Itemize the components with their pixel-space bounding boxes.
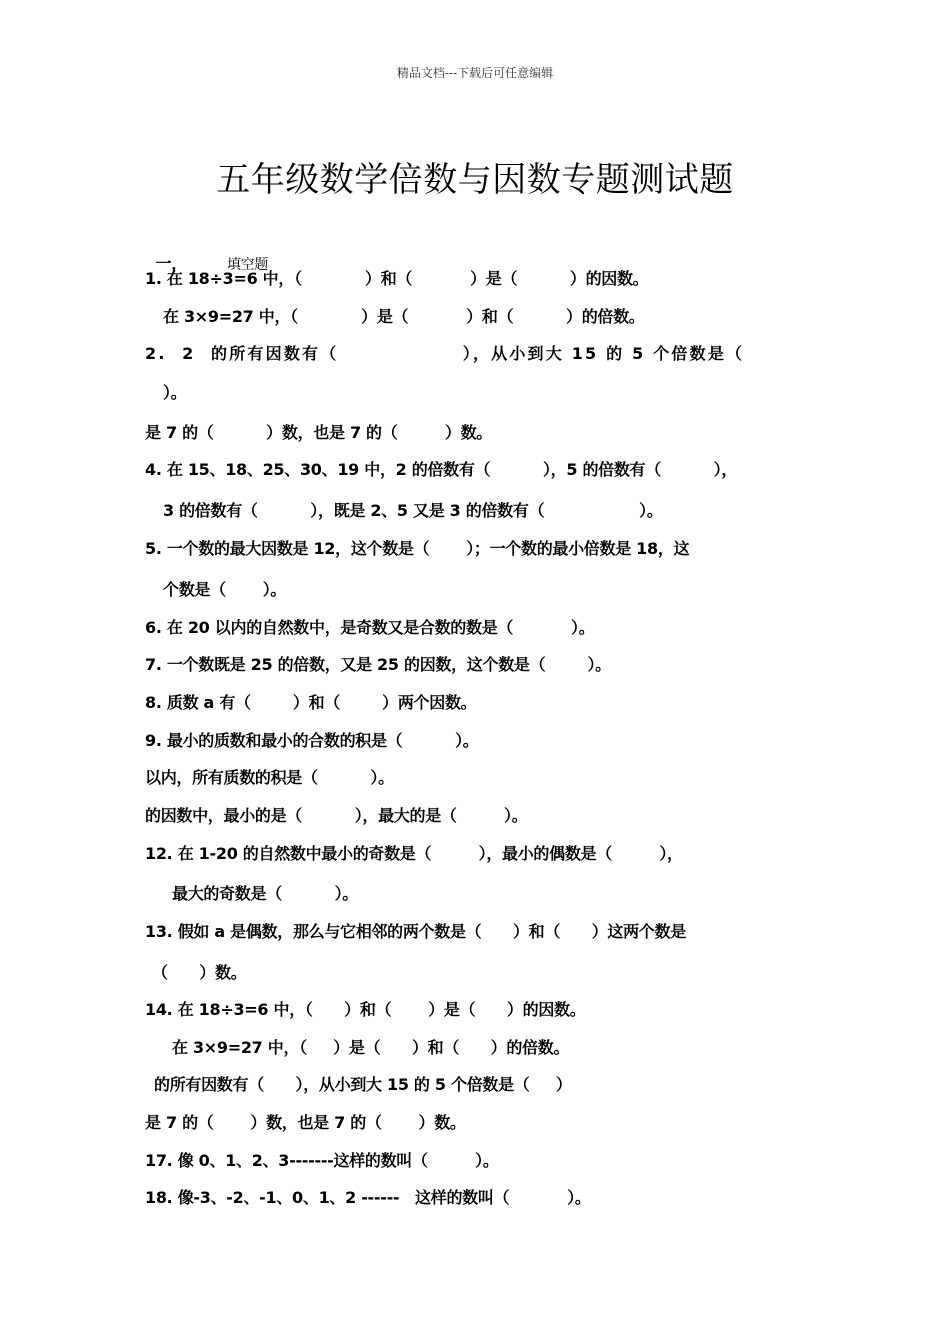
question-line-15: 的所有因数有（ ），从小到大 15 的 5 个倍数是（ ） bbox=[154, 1075, 572, 1094]
question-line-5a: 5. 一个数的最大因数是 12，这个数是（ ）；一个数的最小倍数是 18，这 bbox=[145, 539, 690, 558]
question-line-10: 以内，所有质数的积是（ ）。 bbox=[145, 768, 394, 787]
question-line-12a: 12. 在 1-20 的自然数中最小的奇数是（ ），最小的偶数是（ ）， bbox=[145, 844, 683, 863]
question-line-17: 17. 像 0、1、2、3-------这样的数叫（ ）。 bbox=[145, 1151, 499, 1170]
question-line-13a: 13. 假如 a 是偶数，那么与它相邻的两个数是（ ）和（ ）这两个数是 bbox=[145, 922, 686, 941]
question-line-13b: （ ）数。 bbox=[152, 963, 247, 982]
question-line-14b: 在 3×9=27 中，（ ）是（ ）和（ ）的倍数。 bbox=[172, 1038, 570, 1057]
question-line-6: 6. 在 20 以内的自然数中，是奇数又是合数的数是（ ）。 bbox=[145, 618, 595, 637]
question-line-1a: 1. 在 18÷3=6 中，（ ）和（ ）是（ ）的因数。 bbox=[145, 269, 649, 288]
question-line-4a: 4. 在 15、18、25、30、19 中，2 的倍数有（ ），5 的倍数有（ ）， bbox=[145, 460, 738, 479]
question-line-1b: 在 3×9=27 中，（ ）是（ ）和（ ）的倍数。 bbox=[163, 307, 645, 326]
question-line-11: 的因数中，最小的是（ ），最大的是（ ）。 bbox=[145, 806, 528, 825]
question-line-9: 9. 最小的质数和最小的合数的积是（ ）。 bbox=[145, 731, 479, 750]
question-line-7: 7. 一个数既是 25 的倍数，又是 25 的因数，这个数是（ ）。 bbox=[145, 655, 611, 674]
section-label: 填空题 bbox=[226, 257, 269, 273]
page-header-watermark: 精品文档---下载后可任意编辑 bbox=[396, 66, 554, 80]
section-number: 一， bbox=[155, 254, 187, 273]
question-line-14a: 14. 在 18÷3=6 中，（ ）和（ ）是（ ）的因数。 bbox=[145, 1000, 586, 1019]
question-line-16: 是 7 的（ ）数，也是 7 的（ ）数。 bbox=[145, 1113, 466, 1132]
question-line-18: 18. 像-3、-2、-1、0、1、2 ------ 这样的数叫（ ）。 bbox=[145, 1188, 591, 1207]
question-line-2a: 2. 2 的所有因数有（ ），从小到大 15 的 5 个倍数是（ bbox=[145, 344, 745, 363]
question-line-8: 8. 质数 a 有（ ）和（ ）两个因数。 bbox=[145, 693, 477, 712]
question-line-4b: 3 的倍数有（ ），既是 2、5 又是 3 的倍数有（ ）。 bbox=[163, 501, 663, 520]
document-title: 五年级数学倍数与因数专题测试题 bbox=[216, 160, 734, 200]
question-line-2b: ）。 bbox=[163, 383, 187, 402]
question-line-5b: 个数是（ ）。 bbox=[163, 580, 287, 599]
question-line-12b: 最大的奇数是（ ）。 bbox=[172, 884, 359, 903]
question-line-3: 是 7 的（ ）数，也是 7 的（ ）数。 bbox=[145, 423, 492, 442]
